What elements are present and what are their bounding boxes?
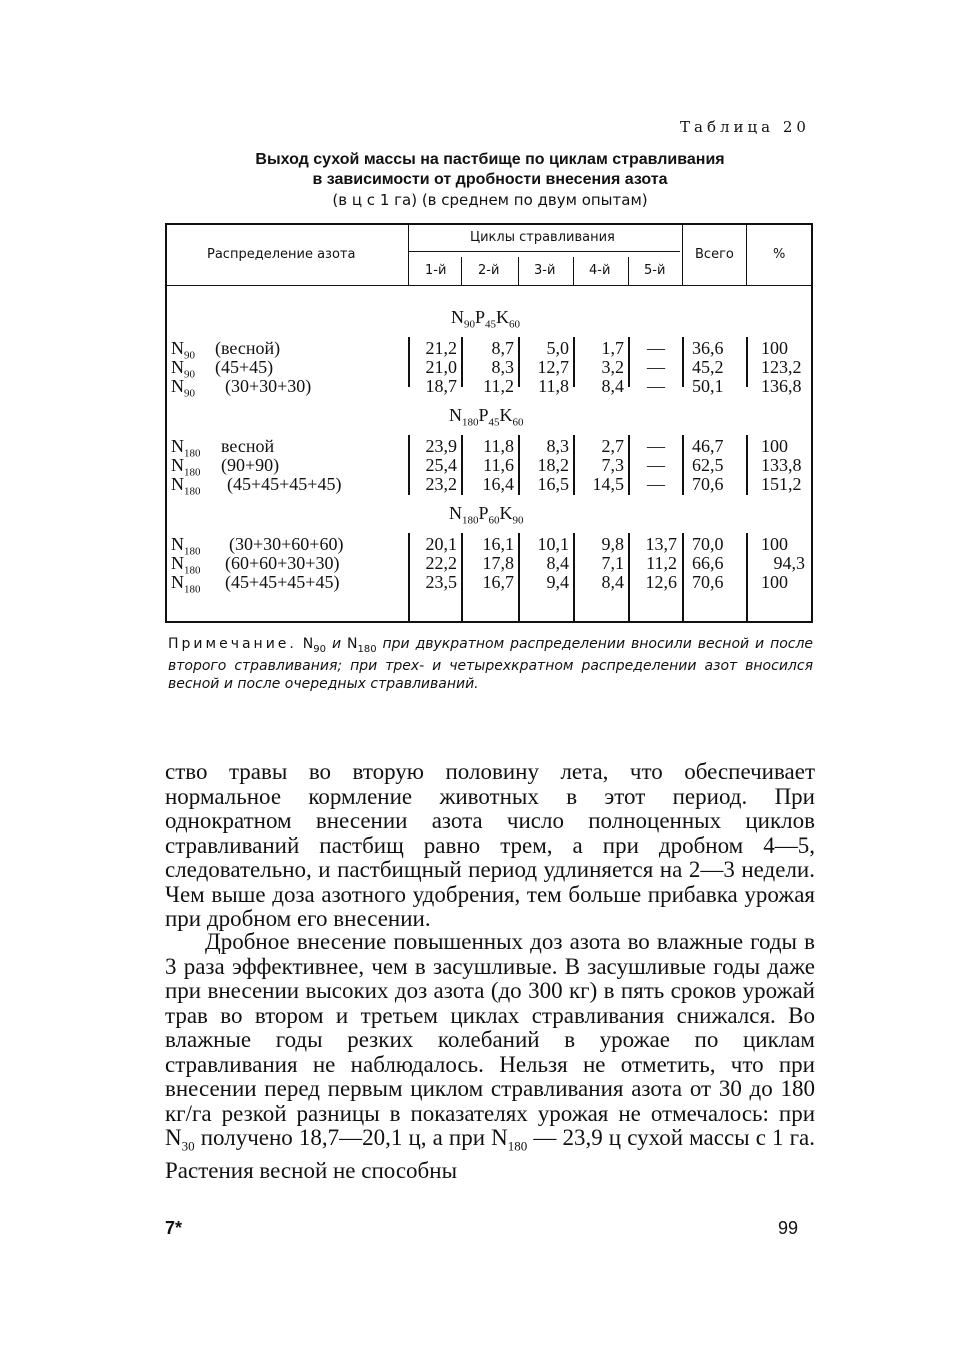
title-line-3: (в ц с 1 га) (в среднем по двум опытам) [332,191,648,209]
header-vline [408,223,409,285]
body-vline [628,533,630,621]
row-desc: (30+30+30) [225,376,312,396]
cell-c5: — [647,376,665,396]
cell-c3: 5,0 [546,338,569,358]
header-bottom-border [165,285,813,286]
body-vline [573,435,575,495]
header-cycle-1: 1-й [425,263,447,278]
note-text: при двукратном распределении вносили весной и после второго стравливания; при трех- и четырехкратном распределении азот вносился весной и после очередных стравливаний. [168,636,814,692]
paragraph-2-part3: — 23,9 ц сухой массы с 1 га. Растения весной не способны [165,1125,815,1184]
cell-percent: 100 [761,338,788,358]
cell-c3: 9,4 [546,572,569,592]
body-vline [518,533,520,621]
row-label: $N_{90}$ [171,357,195,381]
row-desc: (30+30+60+60) [229,534,344,554]
cell-c2: 16,4 [482,474,514,494]
body-vline [682,533,684,621]
cell-c4: 7,1 [601,553,624,573]
cell-c5: — [647,436,665,456]
header-vline [573,257,574,285]
row-desc: (90+90) [221,455,280,475]
cell-percent: 100 [761,534,788,554]
cell-c1: 21,2 [425,338,457,358]
cell-c1: 23,2 [425,474,457,494]
row-desc: весной [221,436,275,456]
cell-c1: 23,9 [425,436,457,456]
title-line-2: в зависимости от дробности внесения азота [312,171,668,188]
row-label: $N_{180}$ [171,572,201,596]
cell-c3: 11,8 [538,376,569,396]
body-vline [408,533,410,621]
cell-total: 36,6 [692,338,724,358]
body-vline [682,337,684,387]
header-vline [746,223,747,285]
header-cycle-2: 2-й [478,263,500,278]
cell-c2: 17,8 [482,553,514,573]
row-desc: (45+45+45+45) [225,572,340,592]
body-vline [461,533,463,621]
body-vline [408,435,410,495]
cell-percent: 100 [761,436,788,456]
cell-c3: 8,4 [546,553,569,573]
row-label: $N_{180}$ [171,436,201,460]
header-cycle-4: 4-й [589,263,611,278]
body-vline [461,337,463,387]
table-title [165,150,815,210]
cell-c2: 8,3 [491,357,514,377]
row-label: $N_{180}$ [171,474,201,498]
cell-c2: 16,1 [482,534,514,554]
group-formula-1: $N_{90}P_{45}K_{60}$ [451,307,521,331]
cell-c2: 8,7 [491,338,514,358]
row-desc: (весной) [215,338,281,358]
body-vline [518,337,520,387]
header-total: Всего [695,247,734,262]
cell-total: 45,2 [692,357,724,377]
data-table [165,223,813,623]
row-label: $N_{180}$ [171,455,201,479]
group-formula-3: $N_{180}P_{60}K_{90}$ [449,503,524,527]
title-line-1: Выход сухой массы на пастбище по циклам стравливания [255,151,725,168]
signature-mark: 7* [165,1218,183,1238]
body-vline [573,533,575,621]
body-vline [628,337,630,387]
table-bottom-border [165,621,813,623]
paragraph-2 [165,930,815,1184]
page-number: 99 [778,1218,799,1238]
cell-c5: — [647,338,665,358]
cycles-divider [408,251,680,252]
cell-total: 66,6 [692,553,724,573]
cell-total: 70,6 [692,474,724,494]
cell-c5: — [647,455,665,475]
cell-c4: 14,5 [592,474,624,494]
note-lead: Примечание. [168,636,297,652]
cell-c3: 10,1 [537,534,569,554]
header-cycles: Циклы стравливания [470,230,615,245]
cell-c2: 11,2 [483,376,514,396]
cell-c3: 12,7 [537,357,569,377]
cell-total: 46,7 [692,436,724,456]
body-vline [746,533,748,621]
cell-percent: 133,8 [761,455,802,475]
body-vline [746,435,748,495]
body-vline [518,435,520,495]
body-vline [573,337,575,387]
body-vline [682,435,684,495]
cell-c1: 21,0 [425,357,457,377]
cell-percent: 100 [761,572,788,592]
cell-c1: 18,7 [425,376,457,396]
cell-c4: 1,7 [601,338,624,358]
cell-c1: 25,4 [425,455,457,475]
header-vline [682,223,683,285]
cell-c2: 16,7 [482,572,514,592]
cell-c3: 8,3 [546,436,569,456]
cell-c3: 16,5 [537,474,569,494]
header-cycle-5: 5-й [644,263,666,278]
cell-c1: 22,2 [425,553,457,573]
cell-c5: — [647,357,665,377]
paragraph-2-part1: Дробное внесение повышенных доз азота во влажные годы в 3 раза эффективнее, чем в засушливые. В засушливые годы даже при внесении высоких доз азота (до 300 кг) в пять сроков урожай трав во втором и третьем циклах стравливания снижался. Во влажные годы резких колебаний в урожае по циклам стравливания не наблюдалось. Нельзя не отметить, что при внесении перед первым циклом стравливания азота от 30 до 180 кг/га резкой разницы в показателях урожая не отмечалось: при [165,929,815,1126]
row-label: $N_{180}$ [171,534,201,558]
cell-c4: 9,8 [601,534,624,554]
header-vline [518,257,519,285]
table-top-border [165,223,813,225]
group-formula-2: $N_{180}P_{45}K_{60}$ [449,405,524,429]
cell-total: 70,0 [692,534,724,554]
table-label: Таблица 20 [680,118,810,136]
cell-c3: 18,2 [537,455,569,475]
cell-percent: 123,2 [761,357,802,377]
header-percent: % [773,247,786,262]
header-cycle-3: 3-й [534,263,556,278]
paragraph-2-part2: получено 18,7—20,1 ц, а при [200,1125,486,1150]
row-desc: (45+45) [215,357,274,377]
cell-percent: 151,2 [761,474,802,494]
paragraph-2-n180: $N_{180}$ [491,1125,528,1154]
cell-total: 62,5 [692,455,724,475]
cell-total: 50,1 [692,376,724,396]
body-vline [746,337,748,387]
row-desc: (60+60+30+30) [225,553,340,573]
note-and: и [331,636,342,652]
table-right-border [811,223,813,623]
cell-percent: 94,3 [773,553,805,573]
header-vline [628,257,629,285]
cell-c5: — [647,474,665,494]
cell-c5: 13,7 [645,534,677,554]
row-label: $N_{90}$ [171,376,195,400]
table-left-border [165,223,167,623]
cell-total: 70,6 [692,572,724,592]
body-vline [461,435,463,495]
row-label: $N_{180}$ [171,553,201,577]
cell-percent: 136,8 [761,376,802,396]
note-n180: $N_{180}$ [347,636,377,655]
cell-c4: 3,2 [601,357,624,377]
cell-c4: 8,4 [601,572,624,592]
note-n90: $N_{90}$ [302,636,327,655]
table-note [168,636,813,693]
row-desc: (45+45+45+45) [227,474,342,494]
cell-c5: 11,2 [646,553,677,573]
body-vline [408,337,410,387]
paragraph-2-n30: $N_{30}$ [165,1125,195,1154]
cell-c2: 11,8 [483,436,514,456]
cell-c4: 2,7 [601,436,624,456]
row-label: $N_{90}$ [171,338,195,362]
header-distribution: Распределение азота [207,247,356,262]
cell-c1: 20,1 [425,534,457,554]
cell-c1: 23,5 [425,572,457,592]
cell-c4: 8,4 [601,376,624,396]
cell-c5: 12,6 [645,572,677,592]
paragraph-1: ство травы во вторую половину лета, что обеспечивает нормальное кормление животных в этот период. При однократном внесении азота число полноценных циклов стравливаний пастбищ равно трем, а при дробном 4—5, следовательно, и пастбищный период удлиняется на 2—3 недели. Чем выше доза азотного удобрения, тем больше прибавка урожая при дробном его внесении. [165,759,815,931]
header-vline [461,257,462,285]
body-vline [628,435,630,495]
cell-c2: 11,6 [483,455,514,475]
cell-c4: 7,3 [601,455,624,475]
